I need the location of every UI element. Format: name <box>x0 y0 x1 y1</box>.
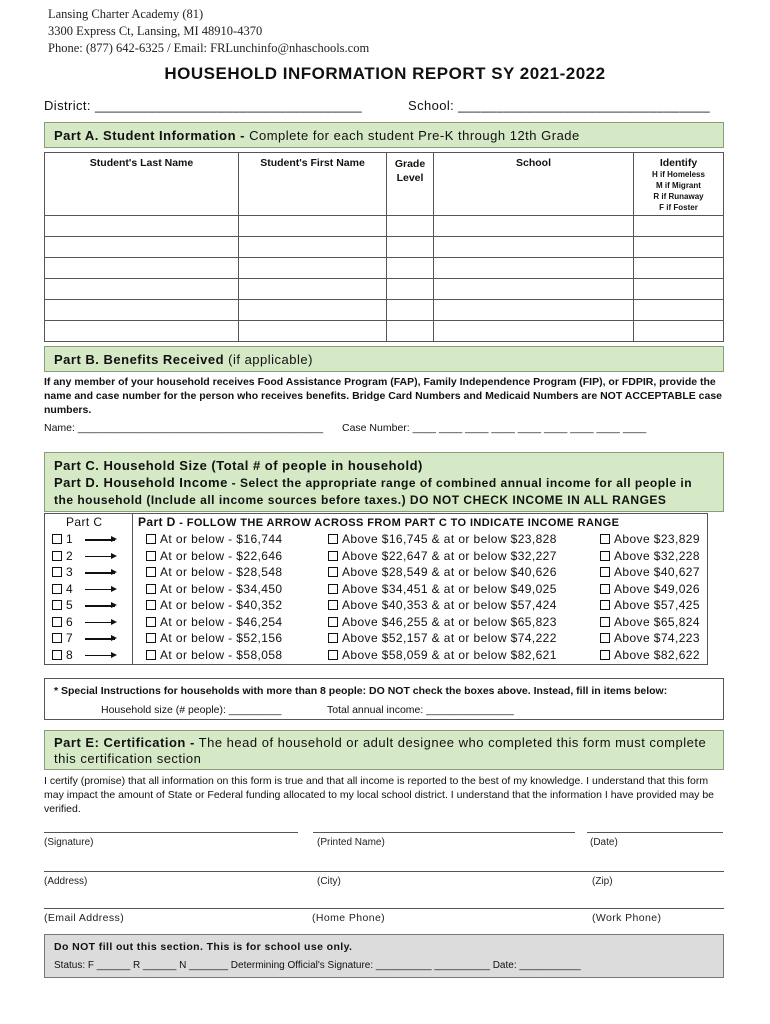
part-e-title: Part E: Certification - <box>54 735 195 750</box>
part-c-title: Part C. Household Size (Total # of people in household) <box>54 458 423 473</box>
table-row[interactable] <box>45 321 724 342</box>
date-label: (Date) <box>590 837 618 848</box>
part-d-text: - Select the appropriate range of combined annual income for all people in the household (Include all income sources before taxes.) DO NOT CHECK INCOME IN ALL RANGES <box>54 476 693 507</box>
income-checkbox-low[interactable] <box>146 534 156 544</box>
income-checkbox-low[interactable] <box>146 633 156 643</box>
district-field[interactable]: District: ___________________________________ <box>44 98 362 113</box>
household-size-field[interactable]: Household size (# people): _________ <box>101 704 282 716</box>
income-row <box>52 630 710 647</box>
income-checkbox-low[interactable] <box>146 600 156 610</box>
address-label: (Address) <box>44 876 88 887</box>
income-row <box>52 614 710 631</box>
zip-label: (Zip) <box>592 876 613 887</box>
school-name: Lansing Charter Academy (81) <box>48 7 204 21</box>
income-row <box>52 531 710 548</box>
printed-name-line[interactable] <box>313 832 575 833</box>
table-row[interactable] <box>45 216 724 237</box>
income-range-label: Above $40,353 & at or below $57,424 <box>342 598 557 613</box>
income-range-label: 4 <box>66 581 74 596</box>
income-checkbox-mid[interactable] <box>328 600 338 610</box>
income-range-label: Above $49,026 <box>614 581 700 596</box>
arrow-right-icon <box>85 572 115 574</box>
office-use-title: Do NOT fill out this section. This is for school use only. <box>54 941 353 953</box>
income-range-label: 8 <box>66 647 74 662</box>
income-checkbox-low[interactable] <box>146 551 156 561</box>
benefit-name-field[interactable]: Name: __________________________________________ <box>44 422 324 434</box>
case-number-field[interactable]: Case Number: ____ ____ ____ ____ ____ ____ ____ ____ ____ <box>342 422 647 434</box>
signature-label: (Signature) <box>44 837 94 848</box>
income-row <box>52 548 710 565</box>
income-range-label: Above $32,228 <box>614 548 700 563</box>
arrow-right-icon <box>85 539 115 541</box>
income-range-label: At or below - $52,156 <box>160 631 283 646</box>
household-size-checkbox[interactable] <box>52 534 62 544</box>
school-header <box>48 6 369 57</box>
income-range-label: At or below - $40,352 <box>160 598 283 613</box>
part-b-title: Part B. Benefits Received <box>54 352 225 367</box>
school-field[interactable]: School: _________________________________ <box>408 98 710 113</box>
arrow-right-icon <box>85 638 115 640</box>
school-contact: Phone: (877) 642-6325 / Email: FRLunchinfo@nhaschools.com <box>48 41 370 55</box>
arrow-right-icon <box>85 556 115 558</box>
income-checkbox-mid[interactable] <box>328 534 338 544</box>
household-size-checkbox[interactable] <box>52 551 62 561</box>
part-e-subtitle: The head of household or adult designee who completed this form must complete this certification section <box>54 735 707 766</box>
identify-f: F if Foster <box>659 203 698 212</box>
table-row[interactable] <box>45 279 724 300</box>
income-range-label: At or below - $22,646 <box>160 548 283 563</box>
special-instructions: * Special Instructions for households with more than 8 people: DO NOT check the boxes above. Instead, fill in items below: <box>54 685 668 697</box>
income-range-label: Above $40,627 <box>614 565 700 580</box>
email-label: (Email Address) <box>44 912 125 924</box>
table-row[interactable] <box>45 237 724 258</box>
income-checkbox-low[interactable] <box>146 567 156 577</box>
income-range-label: Above $28,549 & at or below $40,626 <box>342 565 557 580</box>
col-first-name: Student's First Name <box>239 153 387 216</box>
printed-name-label: (Printed Name) <box>317 837 385 848</box>
income-range-label: Above $65,824 <box>614 614 700 629</box>
identify-m: M if Migrant <box>656 181 701 190</box>
contact-line[interactable] <box>44 908 724 909</box>
part-d-col-header: Part D - FOLLOW THE ARROW ACROSS FROM PART C TO INDICATE INCOME RANGE <box>138 515 620 529</box>
city-label: (City) <box>317 876 341 887</box>
household-size-checkbox[interactable] <box>52 650 62 660</box>
date-line[interactable] <box>587 832 723 833</box>
office-use-box <box>44 934 724 978</box>
income-checkbox-mid[interactable] <box>328 617 338 627</box>
household-size-checkbox[interactable] <box>52 617 62 627</box>
income-range-label: At or below - $28,548 <box>160 565 283 580</box>
income-row <box>52 581 710 598</box>
household-size-checkbox[interactable] <box>52 633 62 643</box>
income-checkbox-high[interactable] <box>600 534 610 544</box>
income-range-label: Above $16,745 & at or below $23,828 <box>342 532 557 547</box>
income-range-label: At or below - $46,254 <box>160 614 283 629</box>
arrow-right-icon <box>85 655 115 657</box>
part-b-header <box>44 346 724 372</box>
home-phone-label: (Home Phone) <box>312 912 386 924</box>
income-range-label: Above $82,622 <box>614 647 700 662</box>
part-cd-header <box>44 452 724 512</box>
income-checkbox-high[interactable] <box>600 600 610 610</box>
income-range-label: Above $22,647 & at or below $32,227 <box>342 548 557 563</box>
table-row[interactable] <box>45 300 724 321</box>
income-row <box>52 597 710 614</box>
income-checkbox-high[interactable] <box>600 584 610 594</box>
income-range-label: 3 <box>66 565 74 580</box>
income-checkbox-mid[interactable] <box>328 584 338 594</box>
income-checkbox-high[interactable] <box>600 633 610 643</box>
income-checkbox-mid[interactable] <box>328 567 338 577</box>
part-a-header <box>44 122 724 148</box>
income-range-label: Above $58,059 & at or below $82,621 <box>342 647 557 662</box>
income-grid <box>52 531 710 663</box>
income-checkbox-high[interactable] <box>600 617 610 627</box>
income-range-label: Above $23,829 <box>614 532 700 547</box>
identify-r: R if Runaway <box>653 192 704 201</box>
part-c-col-header: Part C <box>66 515 103 529</box>
address-line[interactable] <box>44 871 724 872</box>
arrow-right-icon <box>85 589 115 591</box>
income-checkbox-high[interactable] <box>600 650 610 660</box>
income-checkbox-high[interactable] <box>600 551 610 561</box>
col-identify: Identify H if Homeless M if Migrant R if Runaway F if Foster <box>634 153 724 216</box>
school-address: 3300 Express Ct, Lansing, MI 48910-4370 <box>48 24 263 38</box>
part-a-title: Part A. Student Information - <box>54 128 245 143</box>
certification-text: I certify (promise) that all information on this form is true and that all income is reported to the best of my knowledge. I understand that this form may impact the amount of State or Federal funding allocated to my local school district. I understand that the information I have provided may be verified. <box>44 775 715 815</box>
student-table <box>44 152 724 342</box>
arrow-right-icon <box>85 605 115 607</box>
total-income-field[interactable]: Total annual income: _______________ <box>327 704 514 716</box>
special-instructions-box <box>44 678 724 720</box>
income-range-label: At or below - $34,450 <box>160 581 283 596</box>
income-checkbox-low[interactable] <box>146 617 156 627</box>
office-status-fields[interactable]: Status: F ______ R ______ N _______ Determining Official's Signature: __________ __________ Date: ___________ <box>54 960 581 971</box>
income-checkbox-mid[interactable] <box>328 633 338 643</box>
income-range-label: At or below - $16,744 <box>160 532 283 547</box>
income-checkbox-mid[interactable] <box>328 551 338 561</box>
col-grade: Grade Level <box>387 153 434 216</box>
income-checkbox-low[interactable] <box>146 650 156 660</box>
income-checkbox-high[interactable] <box>600 567 610 577</box>
household-size-checkbox[interactable] <box>52 567 62 577</box>
income-range-label: 1 <box>66 532 74 547</box>
income-range-label: Above $74,223 <box>614 631 700 646</box>
table-row[interactable] <box>45 258 724 279</box>
income-range-label: Above $57,425 <box>614 598 700 613</box>
part-a-subtitle: Complete for each student Pre-K through 12th Grade <box>244 128 580 143</box>
part-b-subtitle: (if applicable) <box>224 352 313 367</box>
form-title: HOUSEHOLD INFORMATION REPORT SY 2021-2022 <box>164 64 606 83</box>
income-range-label: 5 <box>66 598 74 613</box>
income-range-label: 7 <box>66 631 74 646</box>
income-range-label: Above $52,157 & at or below $74,222 <box>342 631 557 646</box>
arrow-right-icon <box>85 622 115 624</box>
part-e-header <box>44 730 724 770</box>
work-phone-label: (Work Phone) <box>592 912 662 924</box>
income-row <box>52 647 710 664</box>
income-checkbox-mid[interactable] <box>328 650 338 660</box>
income-range-label: Above $34,451 & at or below $49,025 <box>342 581 557 596</box>
household-size-checkbox[interactable] <box>52 584 62 594</box>
income-checkbox-low[interactable] <box>146 584 156 594</box>
part-b-instructions: If any member of your household receives Food Assistance Program (FAP), Family Independence Program (FIP), or FDPIR, provide the name and case number for the person who receives benefits. Bridge Card Numbers and Medicaid Numbers are NOT ACCEPTABLE case numbers. <box>44 376 723 416</box>
col-school: School <box>434 153 634 216</box>
income-range-label: 6 <box>66 614 74 629</box>
income-range-label: At or below - $58,058 <box>160 647 283 662</box>
identify-h: H if Homeless <box>652 170 705 179</box>
household-size-checkbox[interactable] <box>52 600 62 610</box>
part-d-title: Part D. Household Income <box>54 475 228 490</box>
income-row <box>52 564 710 581</box>
signature-line[interactable] <box>44 832 298 833</box>
col-last-name: Student's Last Name <box>45 153 239 216</box>
income-range-label: 2 <box>66 548 74 563</box>
income-range-label: Above $46,255 & at or below $65,823 <box>342 614 557 629</box>
